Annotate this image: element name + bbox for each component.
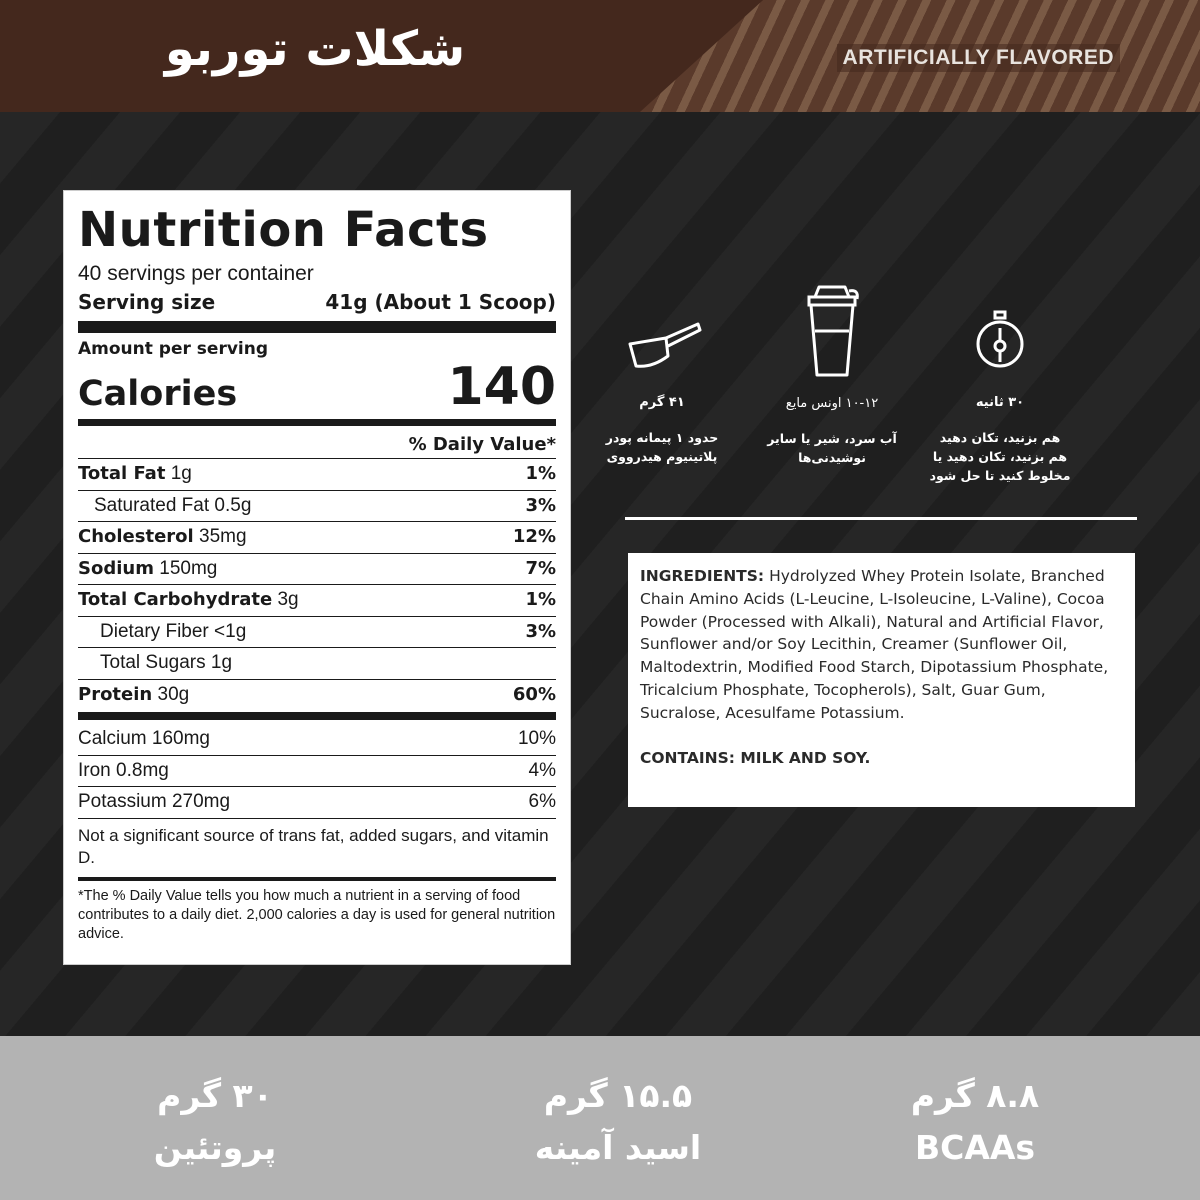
nutrient-amount: 1g (210, 652, 233, 673)
flavor-note: ARTIFICIALLY FLAVORED (837, 44, 1120, 72)
nutrient-dv: 7% (525, 557, 556, 579)
directions-divider (625, 517, 1137, 520)
direction-line: حدود ۱ پیمانه پودر (605, 430, 719, 445)
divider-medium (78, 419, 556, 426)
mineral-dv: 10% (517, 728, 556, 749)
direction-line: نوشیدنی‌ها (798, 450, 866, 465)
mineral-name: Iron (78, 759, 111, 781)
nutrient-name: Total Carbohydrate (78, 589, 273, 610)
nutrient-row (78, 617, 556, 649)
serving-size (78, 287, 556, 317)
nutrient-dv: 3% (525, 620, 556, 642)
stat-label: اسید آمینه (534, 1128, 702, 1167)
calories-value: 140 (447, 357, 556, 417)
ingredients-list: Hydrolyzed Whey Protein Isolate, Branched Chain Amino Acids (L-Leucine, L-Isoleucine, L-Valine), Cocoa Powder (Processed with Alkali), Natural and Artificial Flavor, Sunflower and/or Soy Lecithin, Creamer (Sunflower Oil, Maltodextrin, Modified Food Starch, Dipotassium Phosphate, Tricalcium Phosphate, Tocopherols), Salt, Guar Gum, Sucralose, Acesulfame Potassium. (640, 567, 1109, 722)
mineral-row (78, 787, 556, 819)
stat-label: BCAAs (914, 1128, 1036, 1167)
stat-protein (85, 1070, 345, 1174)
direction-line: پلاتینیوم هیدرووی (606, 449, 718, 464)
ingredients-text (640, 565, 1123, 725)
nutrient-amount: 1g (170, 463, 192, 484)
direction-line: هم بزنید، تکان دهید (939, 430, 1061, 445)
direction-title: ۴۱ گرم (639, 395, 685, 410)
nutrient-name: Cholesterol (78, 526, 194, 547)
stat-value: ۱۵.۵ گرم (543, 1076, 693, 1115)
direction-scoop (582, 310, 742, 466)
stat-value: ۸.۸ گرم (910, 1076, 1040, 1115)
serving-size-value: 41g (About 1 Scoop) (325, 290, 556, 314)
nutrient-amount: 3g (277, 589, 299, 610)
nutrient-amount: 35mg (199, 526, 247, 547)
mineral-dv: 4% (528, 759, 556, 781)
nutrient-name: Saturated Fat (94, 494, 210, 516)
calories-label: Calories (78, 374, 238, 414)
mineral-amount: 0.8mg (116, 759, 169, 781)
nutrient-row (78, 680, 556, 711)
daily-value-header: % Daily Value* (78, 432, 556, 459)
nutrient-amount: <1g (214, 620, 247, 642)
timer-icon (965, 310, 1035, 380)
nutrient-row (78, 459, 556, 491)
stat-amino-acid (488, 1070, 748, 1174)
direction-title: ۱۰-۱۲ اونس مایع (785, 396, 879, 411)
nutrient-row (78, 522, 556, 554)
direction-text (752, 429, 912, 467)
mineral-row (78, 756, 556, 788)
direction-text (920, 428, 1080, 485)
nutrient-name: Sodium (78, 557, 154, 579)
stats-bar (0, 1036, 1200, 1200)
nutrient-row (78, 585, 556, 617)
nutrient-dv: 12% (512, 526, 556, 547)
nutrition-footnote: *The % Daily Value tells you how much a nutrient in a serving of food contributes to a daily diet. 2,000 calories a day is used for general nutrition advice. (78, 887, 556, 942)
nutrient-row (78, 554, 556, 586)
nutrient-dv: 3% (525, 494, 556, 516)
mineral-row (78, 724, 556, 756)
nutrient-row (78, 648, 556, 680)
header-banner (0, 0, 1200, 112)
nutrition-facts-label (63, 190, 571, 965)
nutrient-dv: 1% (525, 589, 556, 610)
scoop-icon (622, 310, 702, 380)
nutrient-dv: 60% (512, 683, 556, 705)
direction-text (582, 428, 742, 466)
servings-per-container: 40 servings per container (78, 262, 314, 285)
calories-row (78, 359, 556, 415)
product-title: شکلات توربو (164, 21, 466, 77)
direction-line: هم بزنید، تکان دهید یا (932, 449, 1068, 464)
mineral-name: Calcium (78, 728, 147, 749)
direction-line: آب سرد، شیر یا سایر (767, 431, 897, 446)
nutrient-name: Total Fat (78, 463, 166, 484)
nutrient-amount: 30g (157, 683, 190, 705)
nutrient-name: Dietary Fiber (100, 620, 209, 642)
stat-bcaa (845, 1070, 1105, 1174)
direction-line: مخلوط کنید تا حل شود (929, 468, 1071, 483)
mineral-amount: 270mg (171, 791, 231, 812)
divider-thick (78, 712, 556, 720)
allergen-contains: CONTAINS: MILK AND SOY. (640, 748, 871, 767)
nutrient-amount: 150mg (159, 557, 218, 579)
shaker-icon (797, 283, 867, 381)
stat-label: پروتئین (153, 1128, 277, 1167)
direction-timer (920, 310, 1080, 485)
ingredients-label: INGREDIENTS: (640, 567, 765, 585)
nutrient-name: Protein (78, 683, 153, 705)
serving-size-label: Serving size (78, 290, 216, 314)
nutrient-name: Total Sugars (100, 652, 206, 673)
nutrient-row (78, 491, 556, 523)
nutrition-note: Not a significant source of trans fat, added sugars, and vitamin D. (78, 819, 556, 881)
direction-title: ۳۰ ثانیه (975, 395, 1025, 410)
ingredients-panel (628, 553, 1135, 807)
divider-thick (78, 321, 556, 333)
nutrition-title: Nutrition Facts (78, 202, 489, 258)
nutrient-amount: 0.5g (214, 494, 252, 516)
direction-shaker (752, 283, 912, 467)
mineral-name: Potassium (78, 791, 167, 812)
nutrient-dv: 1% (525, 463, 556, 484)
mineral-amount: 160mg (151, 728, 211, 749)
stat-value: ۳۰ گرم (157, 1076, 273, 1115)
amount-per-serving: Amount per serving (78, 339, 269, 359)
mineral-dv: 6% (528, 791, 556, 812)
